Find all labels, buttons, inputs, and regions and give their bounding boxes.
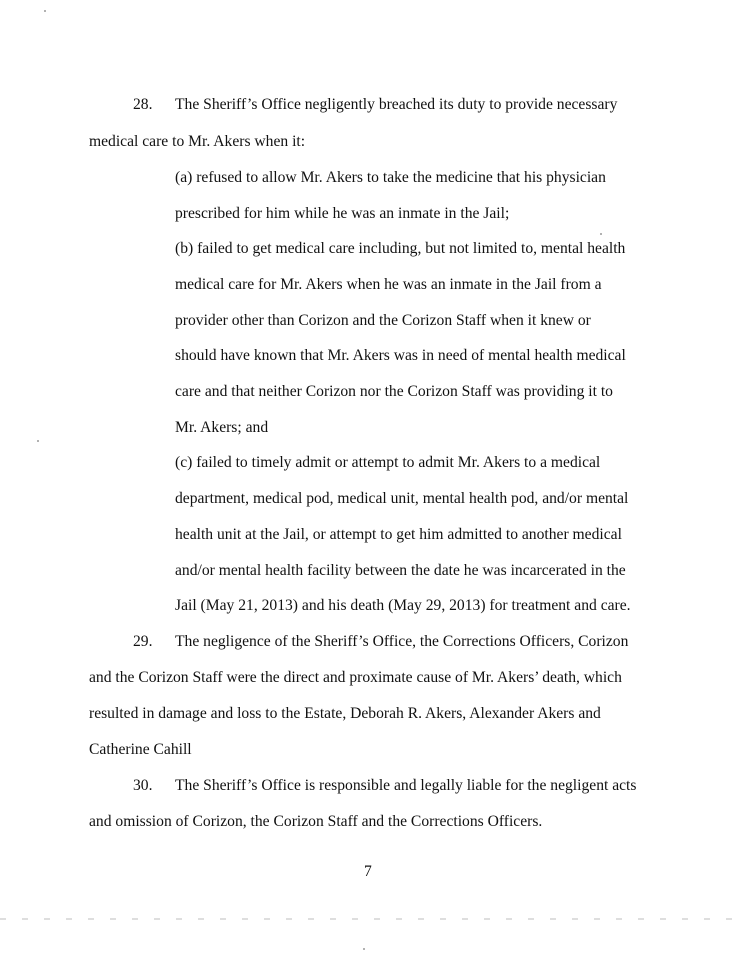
paragraph-29-text-1: The negligence of the Sheriff’s Office, the Corrections Officers, Corizon	[175, 633, 629, 650]
scan-speck	[37, 440, 39, 442]
item-c-line-5: Jail (May 21, 2013) and his death (May 29, 2013) for treatment and care.	[175, 597, 631, 614]
item-a-line-2: prescribed for him while he was an inmate in the Jail;	[175, 205, 510, 222]
paragraph-29-number: 29.	[133, 633, 153, 650]
paragraph-28-line-1	[133, 95, 617, 115]
item-b-line-1: (b) failed to get medical care including, but not limited to, mental health	[175, 240, 626, 257]
item-b-line-4: should have known that Mr. Akers was in need of mental health medical	[175, 347, 626, 364]
paragraph-30-line-1	[133, 776, 636, 796]
scan-speck	[44, 10, 46, 12]
paragraph-29-line-1	[133, 632, 628, 652]
item-c-line-3: health unit at the Jail, or attempt to get him admitted to another medical	[175, 526, 622, 543]
paragraph-28-text-1: The Sheriff’s Office negligently breached its duty to provide necessary	[175, 96, 618, 113]
item-c-line-2: department, medical pod, medical unit, mental health pod, and/or mental	[175, 490, 629, 507]
scan-speck	[363, 948, 365, 950]
paragraph-30-number: 30.	[133, 777, 153, 794]
item-b-line-6: Mr. Akers; and	[175, 419, 269, 436]
item-a-line-1: (a) refused to allow Mr. Akers to take the medicine that his physician	[175, 169, 606, 186]
paragraph-29-line-4: Catherine Cahill	[89, 741, 192, 758]
paragraph-28-line-2: medical care to Mr. Akers when it:	[89, 133, 306, 150]
scan-speck	[600, 233, 602, 235]
scan-artifact-line	[0, 918, 742, 920]
item-c-line-1: (c) failed to timely admit or attempt to admit Mr. Akers to a medical	[175, 454, 601, 471]
paragraph-29-line-2: and the Corizon Staff were the direct and proximate cause of Mr. Akers’ death, which	[89, 669, 622, 686]
paragraph-30-text-1: The Sheriff’s Office is responsible and legally liable for the negligent acts	[175, 777, 637, 794]
paragraph-30-line-2: and omission of Corizon, the Corizon Staff and the Corrections Officers.	[89, 813, 543, 830]
paragraph-28-number: 28.	[133, 96, 153, 113]
item-b-line-5: care and that neither Corizon nor the Corizon Staff was providing it to	[175, 383, 613, 400]
item-c-line-4: and/or mental health facility between the date he was incarcerated in the	[175, 562, 626, 579]
page-number: 7	[364, 863, 372, 880]
item-b-line-3: provider other than Corizon and the Corizon Staff when it knew or	[175, 312, 591, 329]
item-b-line-2: medical care for Mr. Akers when he was an inmate in the Jail from a	[175, 276, 602, 293]
paragraph-29-line-3: resulted in damage and loss to the Estate, Deborah R. Akers, Alexander Akers and	[89, 705, 601, 722]
